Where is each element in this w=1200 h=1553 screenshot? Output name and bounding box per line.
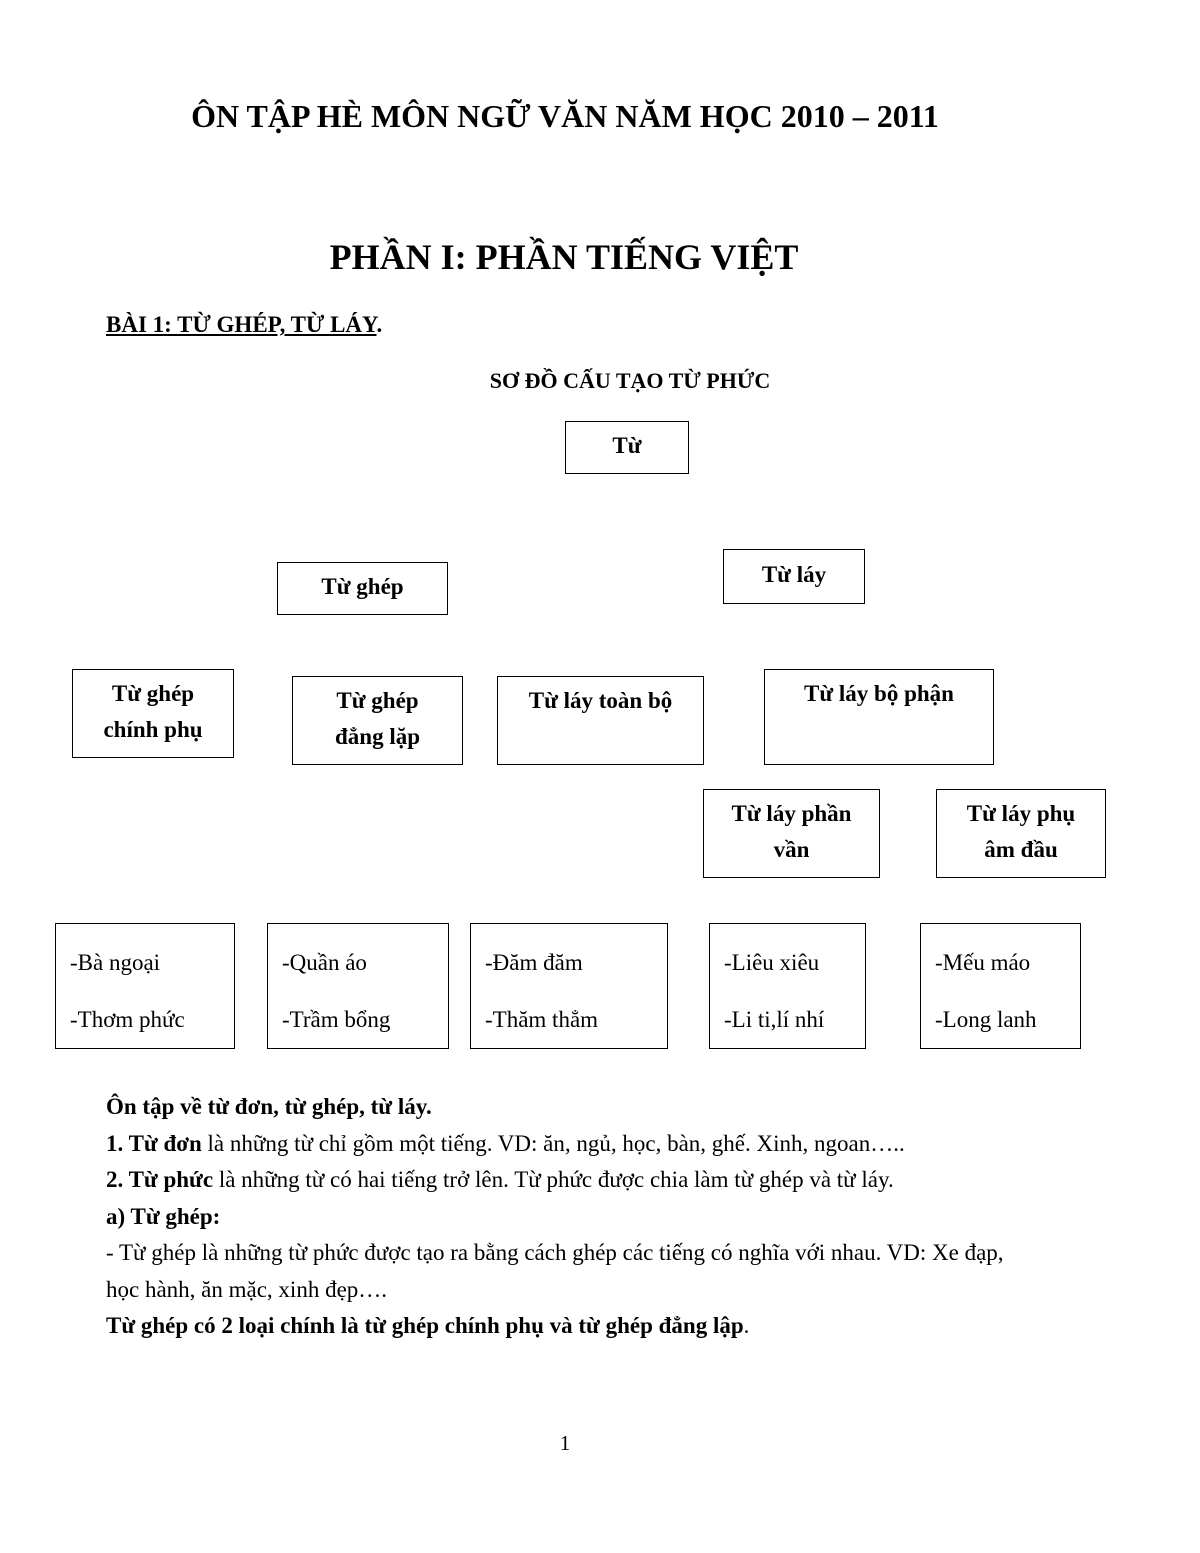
example-box-lay-am-dau — [920, 923, 1081, 1049]
lesson-heading-period: . — [376, 312, 383, 337]
node-ghep-chinh-phu — [72, 669, 234, 758]
node-tu-ghep — [277, 562, 448, 615]
tu-ghep-summary — [106, 1308, 1026, 1345]
node-lay-bo-phan — [764, 669, 994, 765]
tu-don-definition: là những từ chỉ gồm một tiếng. VD: ăn, ngủ, học, bàn, ghế. Xinh, ngoan….. — [201, 1130, 905, 1156]
node-lay-am-dau — [936, 789, 1106, 878]
example-item: -Trầm bổng — [282, 1007, 391, 1032]
node-tu-lay-label: Từ láy — [761, 562, 827, 587]
example-item: -Bà ngoại — [70, 950, 161, 975]
node-lay-phan-van-line1: Từ láy phần — [731, 801, 852, 826]
node-ghep-dang-lap-line2: đẳng lặp — [334, 724, 420, 749]
example-item: -Thơm phức — [70, 1007, 185, 1032]
tu-ghep-summary-period: . — [743, 1313, 750, 1338]
example-item: -Long lanh — [935, 1007, 1037, 1032]
node-lay-am-dau-line2: âm đầu — [984, 837, 1058, 862]
example-item: -Thăm thẳm — [485, 1007, 599, 1032]
node-lay-toan-bo — [497, 676, 704, 765]
example-item: -Mếu máo — [935, 950, 1031, 975]
node-lay-phan-van-line2: vần — [773, 837, 810, 862]
paragraph-tu-phuc — [106, 1162, 1026, 1199]
example-item: -Liêu xiêu — [724, 950, 820, 975]
node-ghep-chinh-phu-line2: chính phụ — [103, 717, 203, 742]
tu-phuc-term: 2. Từ phức — [106, 1167, 214, 1192]
tu-ghep-summary-bold: Từ ghép có 2 loại chính là từ ghép chính phụ và từ ghép đẳng lập — [106, 1313, 744, 1338]
node-lay-bo-phan-label: Từ láy bộ phận — [804, 681, 954, 706]
tu-ghep-heading: a) Từ ghép: — [106, 1203, 221, 1229]
example-item: -Li ti,lí nhí — [724, 1007, 825, 1032]
node-lay-am-dau-line1: Từ láy phụ — [966, 801, 1076, 826]
body-text — [106, 1089, 1026, 1345]
example-box-ghep-dang-lap — [267, 923, 449, 1049]
node-ghep-chinh-phu-line1: Từ ghép — [111, 681, 195, 706]
example-box-lay-toan-bo — [470, 923, 668, 1049]
lesson-heading — [106, 312, 382, 338]
diagram-title: SƠ ĐỒ CẤU TẠO TỪ PHỨC — [489, 368, 771, 393]
node-tu-lay — [723, 549, 865, 604]
example-box-lay-phan-van — [709, 923, 866, 1049]
page-number: 1 — [559, 1431, 571, 1455]
example-box-ghep-chinh-phu — [55, 923, 235, 1049]
node-tu-label: Từ — [612, 433, 642, 458]
node-tu — [565, 421, 689, 474]
node-ghep-dang-lap — [292, 676, 463, 765]
tu-ghep-definition: - Từ ghép là những từ phức được tạo ra bằng cách ghép các tiếng có nghĩa với nhau. VD: Xe đạp, học hành, ăn mặc, xinh đẹp…. — [106, 1240, 1004, 1302]
example-item: -Quần áo — [282, 950, 367, 975]
part-heading: PHẦN I: PHẦN TIẾNG VIỆT — [329, 237, 799, 277]
tu-phuc-definition: là những từ có hai tiếng trở lên. Từ phức được chia làm từ ghép và từ láy. — [213, 1167, 894, 1192]
review-heading: Ôn tập về từ đơn, từ ghép, từ láy. — [106, 1094, 432, 1119]
paragraph-tu-don — [106, 1126, 1026, 1163]
example-item: -Đăm đăm — [485, 950, 583, 975]
tu-don-term: 1. Từ đơn — [106, 1130, 202, 1156]
node-lay-toan-bo-label: Từ láy toàn bộ — [528, 688, 673, 713]
lesson-heading-text: BÀI 1: TỪ GHÉP, TỪ LÁY — [106, 312, 377, 337]
document-title: ÔN TẬP HÈ MÔN NGỮ VĂN NĂM HỌC 2010 – 2011 — [191, 98, 939, 134]
node-lay-phan-van — [703, 789, 880, 878]
node-tu-ghep-label: Từ ghép — [321, 574, 404, 599]
node-ghep-dang-lap-line1: Từ ghép — [336, 688, 419, 713]
